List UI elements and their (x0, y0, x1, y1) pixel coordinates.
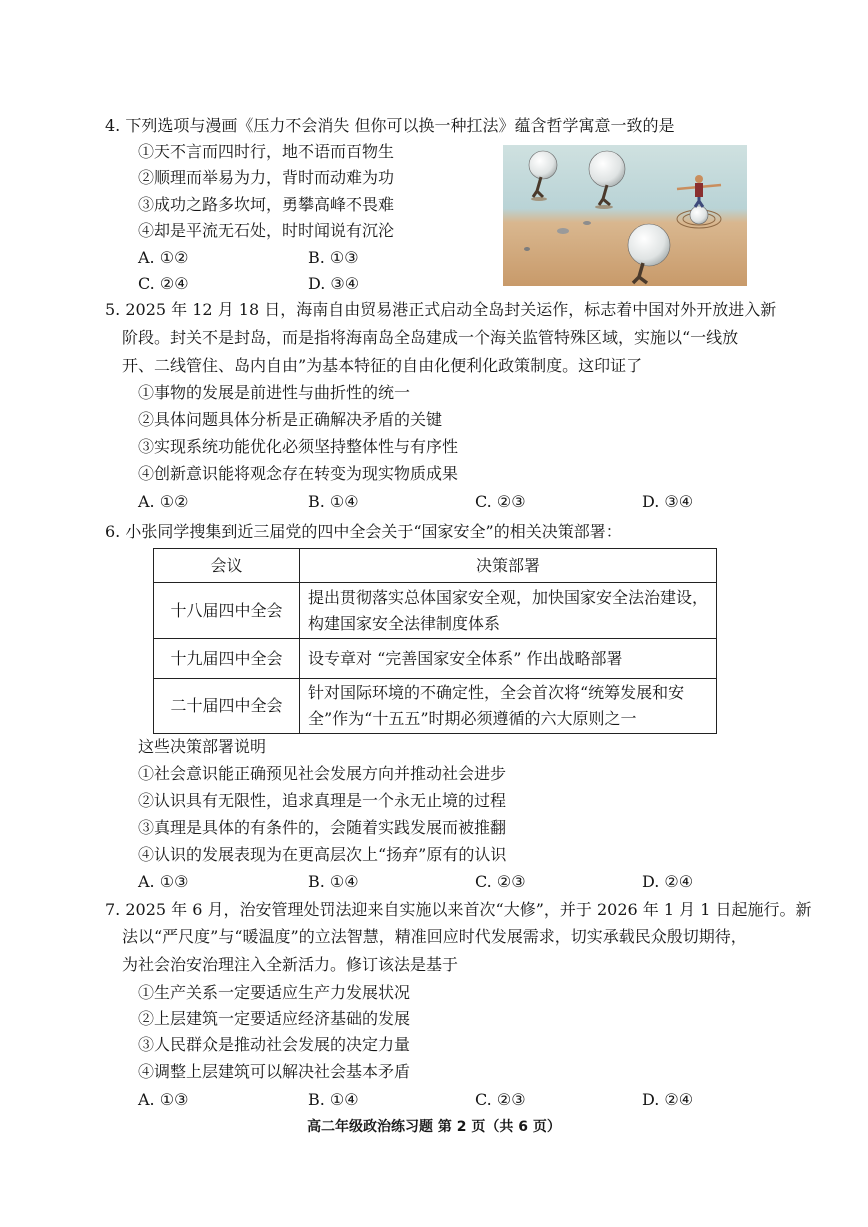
q7-choice-c: C. ②③ (475, 1090, 526, 1109)
q6-lead: 这些决策部署说明 (138, 737, 267, 756)
q7-stem-line-2: 法以“严尺度”与“暖温度”的立法智慧，精准回应时代发展需求，切实承载民众殷切期待， (122, 927, 747, 946)
table-row (154, 679, 717, 734)
q4-item-3: ③成功之路多坎坷，勇攀高峰不畏难 (138, 195, 395, 214)
table-cell-meeting: 十八届四中全会 (154, 583, 300, 639)
q7-stem-line-3: 为社会治安治理注入全新活力。修订该法是基于 (122, 955, 459, 974)
q6-item-1: ①社会意识能正确预见社会发展方向并推动社会进步 (138, 764, 507, 783)
cartoon-illustration (503, 145, 747, 286)
q4-stem: 4. 下列选项与漫画《压力不会消失 但你可以换一种扛法》蕴含哲学寓意一致的是 (105, 116, 675, 135)
q5-item-4: ④创新意识能将观念存在转变为现实物质成果 (138, 464, 459, 483)
q7-item-4: ④调整上层建筑可以解决社会基本矛盾 (138, 1062, 411, 1081)
q5-choice-a: A. ①② (138, 492, 189, 511)
q5-choice-d: D. ③④ (642, 492, 694, 511)
q4-item-1: ①天不言而四时行，地不语而百物生 (138, 142, 395, 161)
q5-choice-b: B. ①④ (308, 492, 359, 511)
q7-choice-b: B. ①④ (308, 1090, 359, 1109)
q6-choice-d: D. ②④ (642, 872, 694, 891)
table-row (154, 583, 717, 639)
q5-stem-line-3: 开、二线管住、岛内自由”为基本特征的自由化便利化政策制度。这印证了 (122, 356, 643, 375)
q5-item-1: ①事物的发展是前进性与曲折性的统一 (138, 383, 411, 402)
q7-item-1: ①生产关系一定要适应生产力发展状况 (138, 983, 411, 1002)
q5-stem-line-2: 阶段。封关不是封岛，而是指将海南岛全岛建成一个海关监管特殊区域，实施以“一线放 (122, 328, 739, 347)
q5-item-2: ②具体问题具体分析是正确解决矛盾的关键 (138, 410, 443, 429)
q6-choice-c: C. ②③ (475, 872, 526, 891)
page-footer: 高二年级政治练习题 第 2 页（共 6 页） (307, 1119, 561, 1135)
table-header-row (154, 549, 717, 583)
q4-choice-c: C. ②④ (138, 274, 189, 293)
q4-choice-b: B. ①③ (308, 248, 359, 267)
q7-stem-line-1: 7. 2025 年 6 月，治安管理处罚法迎来自实施以来首次“大修”，并于 2026 年 1 月 1 日起施行。新 (105, 900, 812, 919)
q6-stem: 6. 小张同学搜集到近三届党的四中全会关于“国家安全”的相关决策部署： (105, 522, 622, 541)
q6-choice-a: A. ①③ (138, 872, 189, 891)
q5-choice-c: C. ②③ (475, 492, 526, 511)
q6-decision-table (153, 548, 717, 734)
q7-item-3: ③人民群众是推动社会发展的决定力量 (138, 1035, 411, 1054)
table-cell-decision: 设专章对 “完善国家安全体系” 作出战略部署 (300, 639, 717, 679)
table-header-decision: 决策部署 (300, 549, 717, 583)
table-row (154, 639, 717, 679)
q7-choice-a: A. ①③ (138, 1090, 189, 1109)
q4-choice-d: D. ③④ (308, 274, 360, 293)
q6-item-3: ③真理是具体的有条件的，会随着实践发展而被推翻 (138, 818, 507, 837)
q6-choice-b: B. ①④ (308, 872, 359, 891)
q7-choice-d: D. ②④ (642, 1090, 694, 1109)
q4-choice-a: A. ①② (138, 248, 189, 267)
table-cell-meeting: 二十届四中全会 (154, 679, 300, 734)
q6-item-4: ④认识的发展表现为在更高层次上“扬弃”原有的认识 (138, 845, 507, 864)
table-header-meeting: 会议 (154, 549, 300, 583)
table-cell-decision: 提出贯彻落实总体国家安全观，加快国家安全法治建设，构建国家安全法律制度体系 (300, 583, 717, 639)
table-cell-decision: 针对国际环境的不确定性，全会首次将“统筹发展和安全”作为“十五五”时期必须遵循的六大原则之一 (300, 679, 717, 734)
table-cell-meeting: 十九届四中全会 (154, 639, 300, 679)
q5-item-3: ③实现系统功能优化必须坚持整体性与有序性 (138, 437, 459, 456)
q4-item-4: ④却是平流无石处，时时闻说有沉沦 (138, 221, 395, 240)
q5-stem-line-1: 5. 2025 年 12 月 18 日，海南自由贸易港正式启动全岛封关运作，标志着中国对外开放进入新 (105, 300, 777, 319)
q4-item-2: ②顺理而举易为力，背时而动难为功 (138, 168, 395, 187)
q6-item-2: ②认识具有无限性，追求真理是一个永无止境的过程 (138, 791, 507, 810)
q7-item-2: ②上层建筑一定要适应经济基础的发展 (138, 1009, 411, 1028)
